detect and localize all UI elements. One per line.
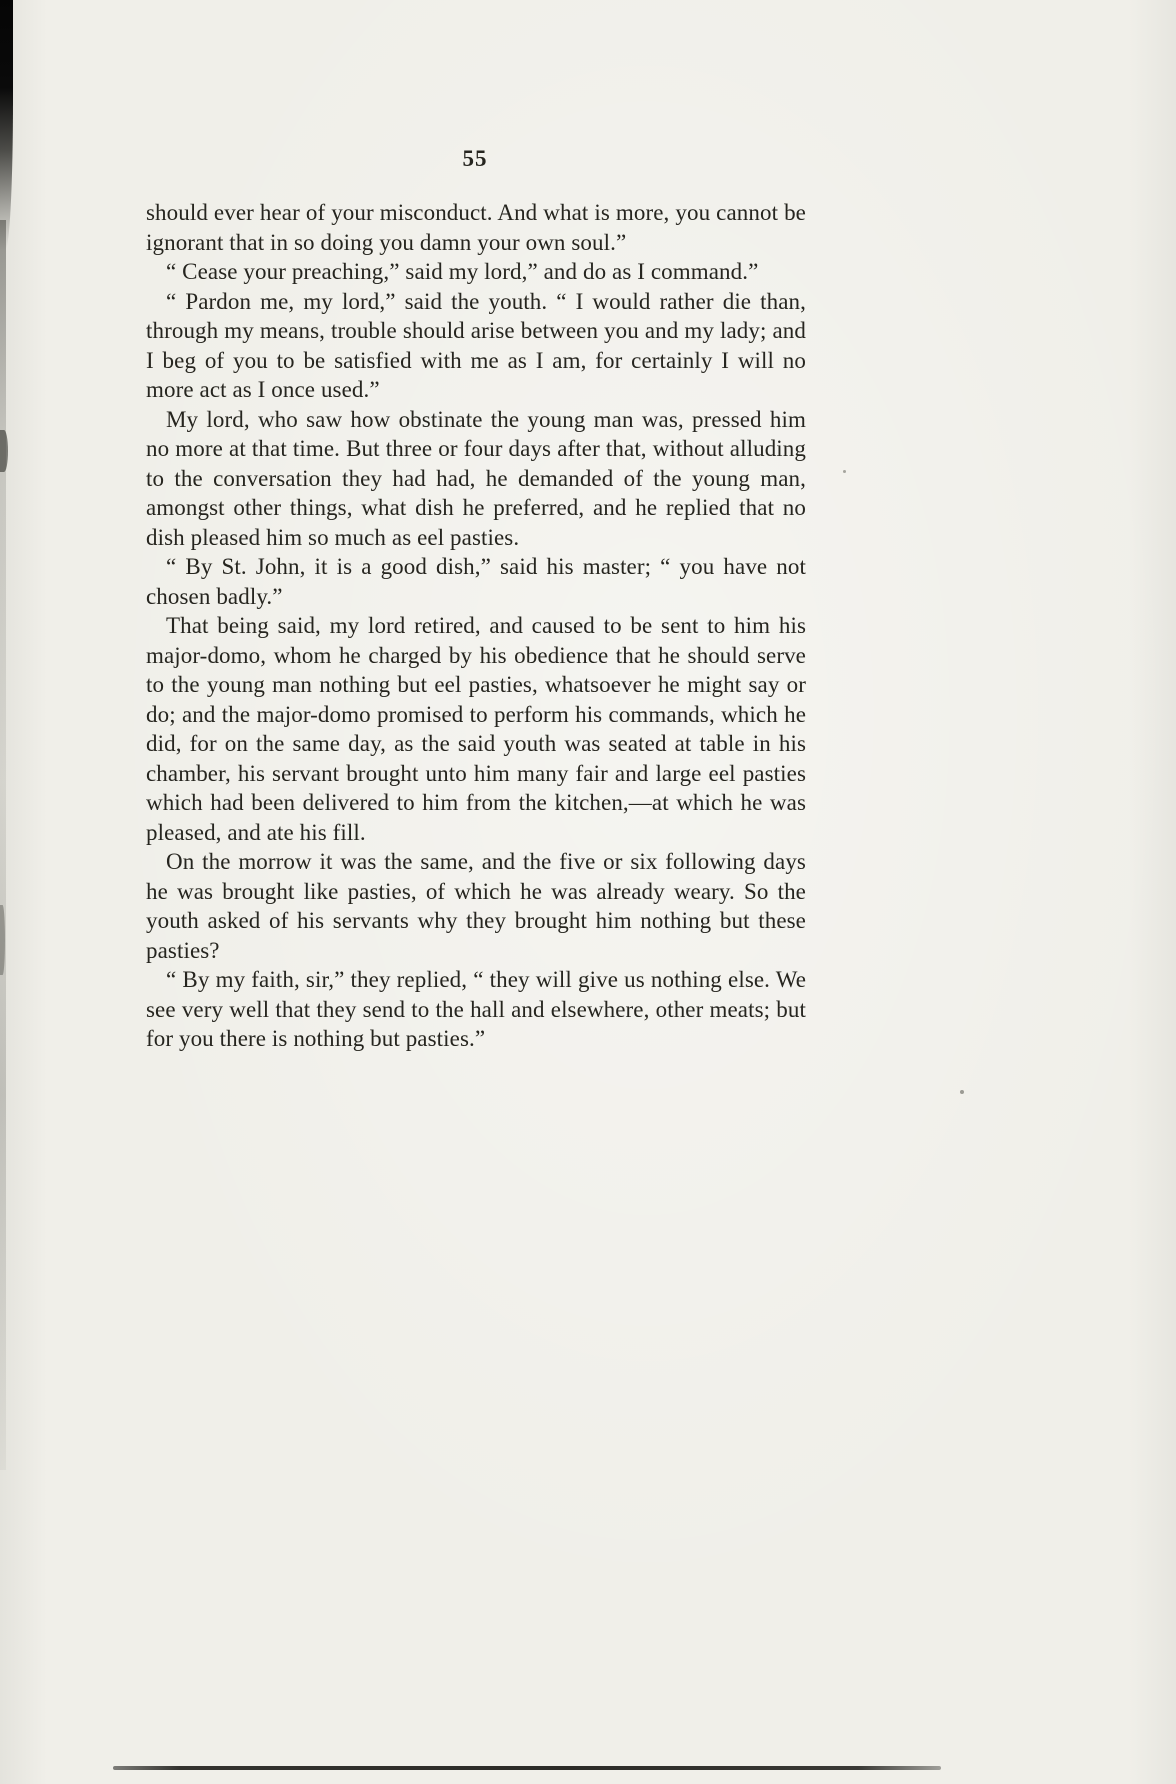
scan-speck bbox=[843, 470, 846, 473]
scan-artifact-left-streak bbox=[0, 220, 6, 1470]
paragraph: My lord, who saw how obstinate the young man was, pressed him no more at that time. But three or four days after that, without alluding to the conversation they had had, he demanded of the young man, amongst other things, what dish he preferred, and he replied that no dish pleased him so much as eel pasties. bbox=[146, 406, 806, 550]
paragraph: “ Pardon me, my lord,” said the youth. “ I would rather die than, through my means, trouble should arise between you and my lady; and I beg of you to be satisfied with me as I am, for certainly I will no more act as I once used.” bbox=[146, 288, 806, 402]
page-number: 55 bbox=[462, 146, 488, 171]
paragraph: “ Cease your preaching,” said my lord,” and do as I command.” bbox=[166, 259, 759, 284]
scan-artifact-binding-shadow bbox=[0, 0, 13, 250]
scan-artifact-bottom-line bbox=[113, 1766, 941, 1770]
scan-artifact-edge-mark bbox=[0, 430, 8, 472]
paragraph: On the morrow it was the same, and the five or six following days he was brought like pasties, of which he was already weary. So the youth asked of his servants why they brought him nothing but these pasties? bbox=[146, 849, 806, 963]
page-text bbox=[146, 198, 806, 1054]
scan-artifact-edge-mark bbox=[0, 905, 5, 975]
paragraph: “ By St. John, it is a good dish,” said his master; “ you have not chosen badly.” bbox=[146, 554, 806, 609]
paragraph: should ever hear of your misconduct. And what is more, you cannot be ignorant that in so doing you damn your own soul.” bbox=[146, 200, 806, 255]
scan-speck bbox=[960, 1090, 964, 1094]
paragraph: “ By my faith, sir,” they replied, “ they will give us nothing else. We see very well that they send to the hall and elsewhere, other meats; but for you there is nothing but pasties.” bbox=[146, 967, 806, 1051]
paragraph: That being said, my lord retired, and caused to be sent to him his major-domo, whom he charged by his obedience that he should serve to the young man nothing but eel pasties, whatsoever he might say or do; and the major-domo promised to perform his commands, which he did, for on the same day, as the said youth was seated at table in his chamber, his servant brought unto him many fair and large eel pasties which had been delivered to him from the kitchen,—at which he was pleased, and ate his fill. bbox=[146, 613, 806, 845]
